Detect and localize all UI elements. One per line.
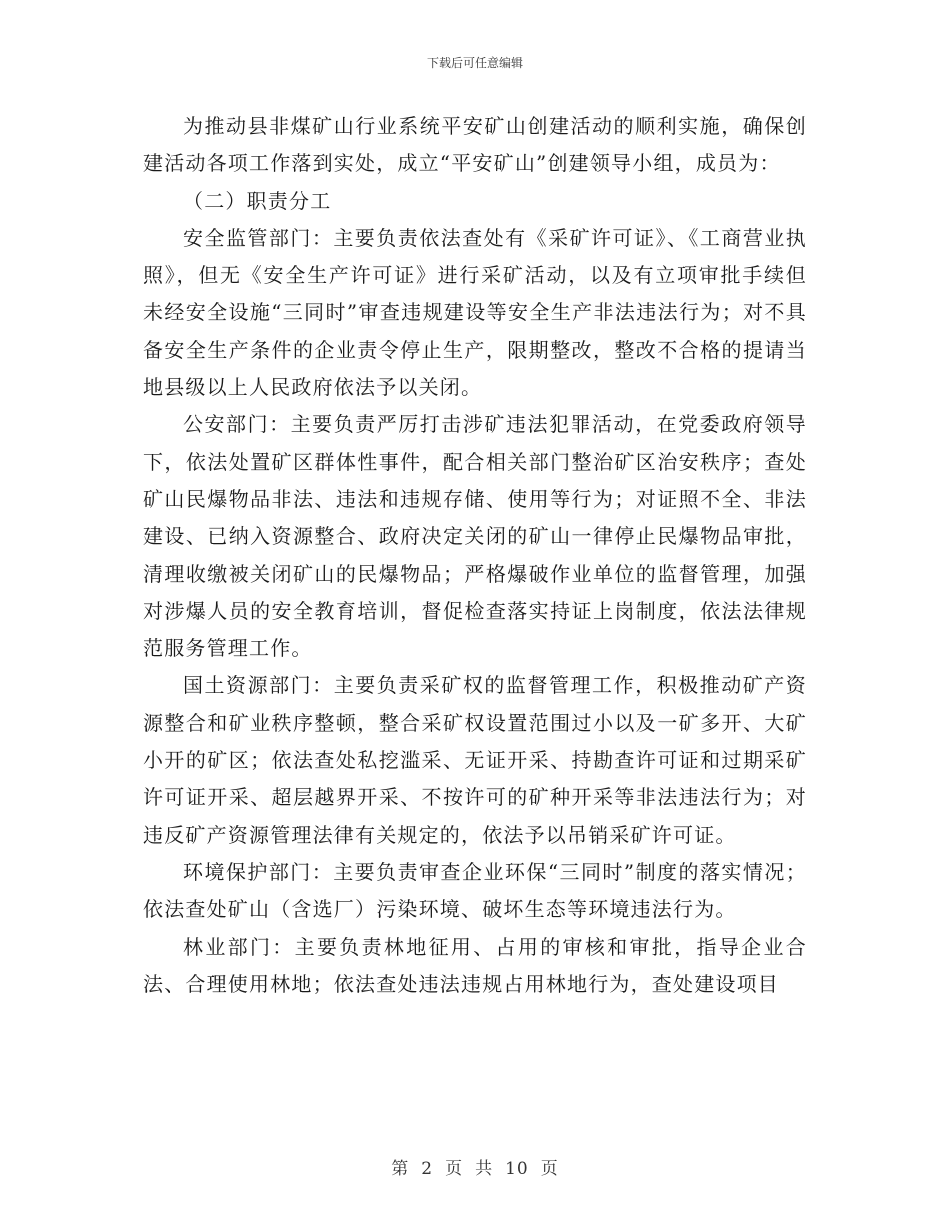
paragraph-land-resources: 国土资源部门：主要负责采矿权的监督管理工作，积极推动矿产资源整合和矿业秩序整顿，整合采矿权设置范围过小以及一矿多开、大矿小开的矿区；依法查处私挖滥采、无证开采、持勘查许可证和过期采矿许可证开采、超层越界开采、不按许可的矿种开采等非法违法行为；对违反矿产资源管理法律有关规定的，依法予以吊销采矿许可证。 [143, 673, 807, 847]
document-body [143, 108, 807, 1003]
page-total: 10 [505, 1159, 529, 1179]
page-total-prefix: 共 [475, 1159, 494, 1179]
page-current: 2 [421, 1159, 434, 1179]
paragraph-forestry: 林业部门：主要负责林地征用、占用的审核和审批，指导企业合法、合理使用林地；依法查处违法违规占用林地行为，查处建设项目 [143, 934, 807, 996]
paragraph-environment: 环境保护部门：主要负责审查企业环保“三同时”制度的落实情况；依法查处矿山（含选厂）污染环境、破坏生态等环境违法行为。 [143, 859, 807, 922]
paragraph-intro: 为推动县非煤矿山行业系统平安矿山创建活动的顺利实施，确保创建活动各项工作落到实处，成立“平安矿山”创建领导小组，成员为： [143, 114, 807, 176]
section-heading: （二）职责分工 [183, 188, 332, 213]
page-prefix: 第 [391, 1159, 410, 1179]
paragraph-safety-supervision: 安全监管部门：主要负责依法查处有《采矿许可证》、《工商营业执照》，但无《安全生产许可证》进行采矿活动，以及有立项审批手续但未经安全设施“三同时”审查违规建设等安全生产非法违法行为；对不具备安全生产条件的企业责令停止生产，限期整改，整改不合格的提请当地县级以上人民政府依法予以关闭。 [143, 225, 807, 400]
paragraph-public-security: 公安部门：主要负责严厉打击涉矿违法犯罪活动，在党委政府领导下，依法处置矿区群体性事件，配合相关部门整治矿区治安秩序；查处矿山民爆物品非法、违法和违规存储、使用等行为；对证照不全、非法建设、已纳入资源整合、政府决定关闭的矿山一律停止民爆物品审批，清理收缴被关闭矿山的民爆物品；严格爆破作业单位的监督管理，加强对涉爆人员的安全教育培训，督促检查落实持证上岗制度，依法法律规范服务管理工作。 [143, 412, 807, 661]
page-header-note: 下载后可任意编辑 [426, 56, 523, 70]
page-mid: 页 [445, 1159, 464, 1179]
page-number-footer [0, 1154, 950, 1179]
page-suffix: 页 [540, 1159, 559, 1179]
